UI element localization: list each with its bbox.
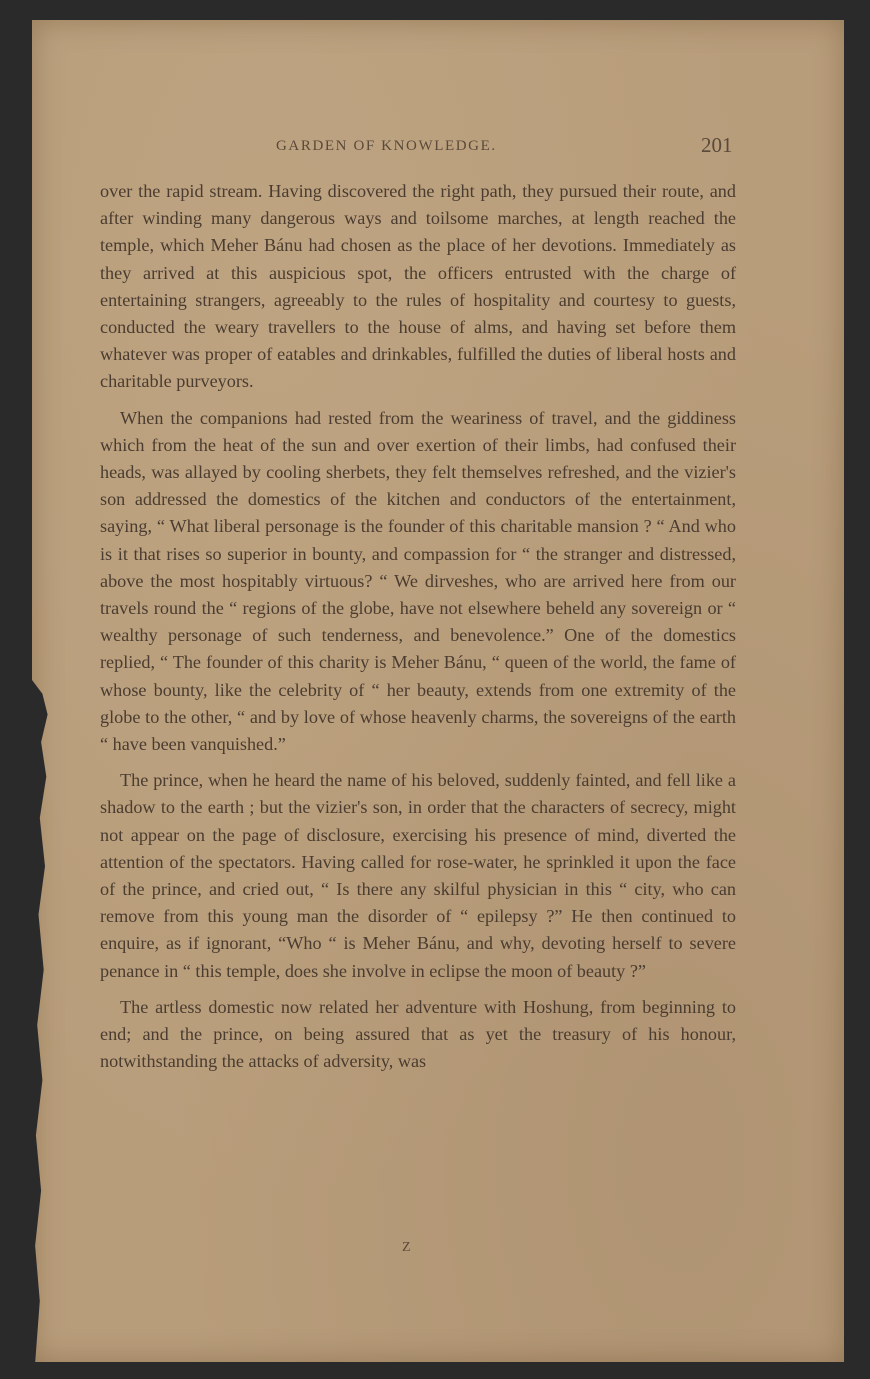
running-title: GARDEN OF KNOWLEDGE. <box>276 138 497 154</box>
paragraph-1: over the rapid stream. Having discovered the right path, they pursued their route, and after winding many dangerous ways and toilsome marches, at length reached the temple, which Meher Bánu had chosen as the place of her devotions. Immediately as they arrived at this auspicious spot, the officers entrusted with the charge of entertaining strangers, agreeably to the rules of hospitality and courtesy to guests, conducted the weary travellers to the house of alms, and having set before them whatever was proper of eatables and drinkables, fulfilled the duties of liberal hosts and charitable purveyors. <box>100 181 736 392</box>
body-text <box>100 178 736 1085</box>
paragraph-2: When the companions had rested from the weariness of travel, and the giddiness which from the heat of the sun and over exertion of their limbs, had confused their heads, was allayed by cooling sherbets, they felt themselves refreshed, and the vizier's son addressed the domestics of the kitchen and conductors of the entertainment, saying, “ What liberal personage is the founder of this charitable mansion ? “ And who is it that rises so superior in bounty, and compassion for “ the stranger and distressed, above the most hospitably virtuous? “ We dirveshes, who are arrived here from our travels round the “ regions of the globe, have not elsewhere beheld any sovereign or “ wealthy personage of such tenderness, and benevolence.” One of the domestics replied, “ The founder of this charity is Meher Bánu, “ queen of the world, the fame of whose bounty, like the celebrity of “ her beauty, extends from one extremity of the globe to the other, “ and by love of whose heavenly charms, the sovereigns of the earth “ have been vanquished.” <box>100 407 736 755</box>
paragraph-4: The artless domestic now related her adventure with Hoshung, from beginning to end; and the prince, on being assured that as yet the treasury of his honour, notwithstanding the attacks of adversity, was <box>100 996 736 1072</box>
page-header <box>32 133 844 159</box>
page-number: 201 <box>701 133 733 157</box>
signature-mark: Z <box>402 1240 412 1255</box>
book-page <box>32 20 844 1362</box>
paragraph-3: The prince, when he heard the name of his beloved, suddenly fainted, and fell like a shadow to the earth ; but the vizier's son, in order that the characters of secrecy, might not appear on the page of disclosure, exercising his presence of mind, diverted the attention of the spectators. Having called for rose-water, he sprinkled it upon the face of the prince, and cried out, “ Is there any skilful physician in this “ city, who can remove from this young man the disorder of “ epilepsy ?” He then continued to enquire, as if ignorant, “Who “ is Meher Bánu, and why, devoting herself to severe penance in “ this temple, does she involve in eclipse the moon of beauty ?” <box>100 770 736 981</box>
torn-edge <box>32 680 58 1370</box>
